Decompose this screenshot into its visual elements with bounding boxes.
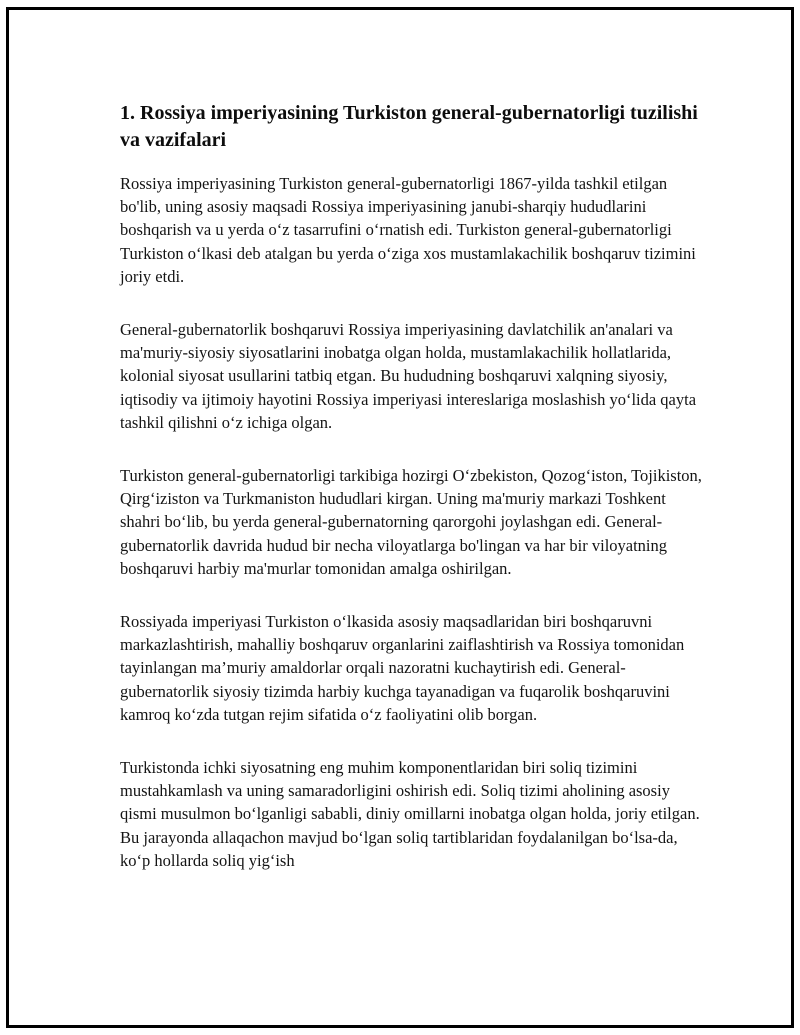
paragraph-5: Turkistonda ichki siyosatning eng muhim komponentlaridan biri soliq tizimini mustahkamlash va uning samaradorligini oshirish edi. Soliq tizimi aholining asosiy qismi musulmon bo‘lganligi sababli, diniy omillarni inobatga olgan holda, joriy etilgan. Bu jarayonda allaqachon mavjud bo‘lgan soliq tartiblaridan foydalanilgan bo‘lsa-da, ko‘p hollarda soliq yig‘ish <box>120 758 700 870</box>
paragraph-4: Rossiyada imperiyasi Turkiston o‘lkasida asosiy maqsadlaridan biri boshqaruvni markazlashtirish, mahalliy boshqaruv organlarini zaiflashtirish va Rossiya tomonidan tayinlangan ma’muriy amaldorlar orqali nazoratni kuchaytirish edi. General-gubernatorlik siyosiy tizimda harbiy kuchga tayanadigan va fuqarolik boshqaruvini kamroq ko‘zda tutgan rejim sifatida o‘z faoliyatini olib borgan. <box>120 612 685 724</box>
document-body <box>120 100 710 902</box>
paragraph-1: Rossiya imperiyasining Turkiston general-gubernatorligi 1867-yilda tashkil etilgan bo'lib, uning asosiy maqsadi Rossiya imperiyasining janubi-sharqiy hududlarini boshqarish va u yerda o‘z tasarrufini o‘rnatish edi. Turkiston general-gubernatorligi Turkiston o‘lkasi deb atalgan bu yerda o‘ziga xos mustamlakachilik boshqaruv tizimini joriy etdi. <box>120 174 696 286</box>
paragraph-3: Turkiston general-gubernatorligi tarkibiga hozirgi O‘zbekiston, Qozog‘iston, Tojikiston, Qirg‘iziston va Turkmaniston hududlari kirgan. Uning ma'muriy markazi Toshkent shahri bo‘lib, bu yerda general-gubernatorning qarorgohi joylashgan edi. General-gubernatorlik davrida hudud bir necha viloyatlarga bo'lingan va har bir viloyatning boshqaruvi harbiy ma'murlar tomonidan amalga oshirilgan. <box>120 466 702 578</box>
section-heading: 1. Rossiya imperiyasining Turkiston general-gubernatorligi tuzilishi va vazifalari <box>120 102 698 151</box>
page-frame <box>6 7 794 1028</box>
paragraph-2: General-gubernatorlik boshqaruvi Rossiya imperiyasining davlatchilik an'analari va ma'muriy-siyosiy siyosatlarini inobatga olgan holda, mustamlakachilik hollatlarida, kolonial siyosat usullarini tatbiq etgan. Bu hududning boshqaruvi xalqning siyosiy, iqtisodiy va ijtimoiy hayotini Rossiya imperiyasi intereslariga moslashish yo‘lida qayta tashkil qilishni o‘z ichiga olgan. <box>120 320 697 432</box>
